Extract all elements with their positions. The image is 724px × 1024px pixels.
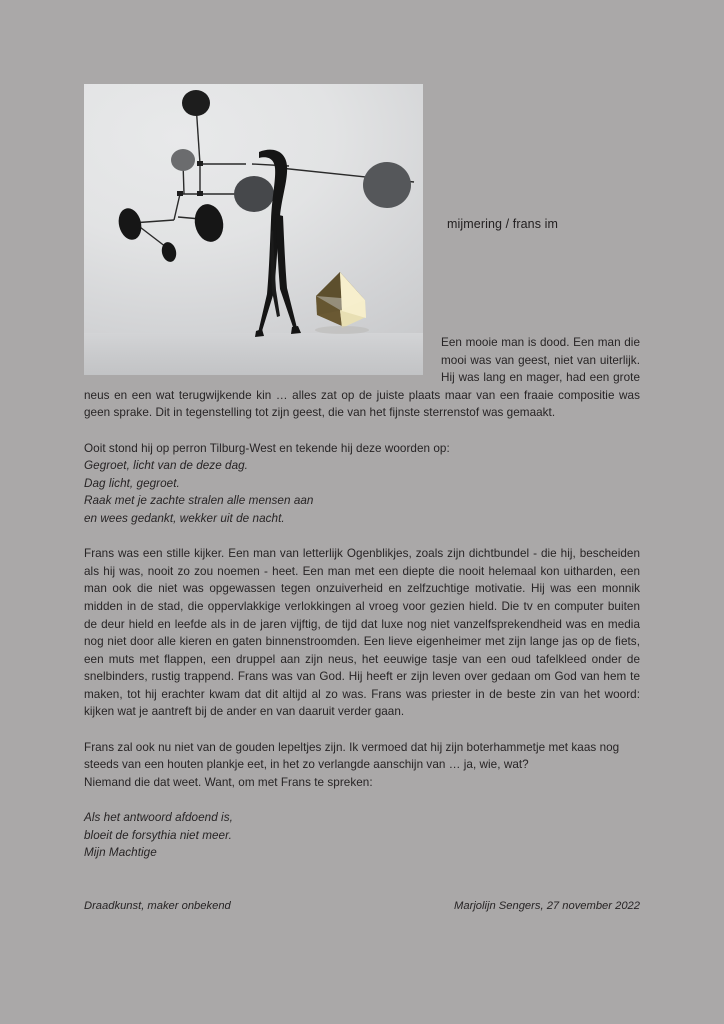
poem-two-line-3: Mijn Machtige	[84, 846, 157, 860]
paragraph-main: Frans was een stille kijker. Een man van letterlijk Ogenblikjes, zoals zijn dichtbundel - die hij, bescheiden als hij was, nooit zo zou noemen - heet. Een man met een diepte die nooit helemaal kon uitharden, een man ook die niet was opgewassen tegen onzuiverheid en zelfzuchtige motivatie. Hij was een monnik midden in de stad, die oppervlakkige verlokkingen al vroeg voor gezien hield. Die tv en computer buiten de deur hield en leefde als in de jaren vijftig, de tijd dat luxe nog niet vanzelfsprekendheid was en media nog niet door alle kieren en gaten binnenstroomden. Een lieve eigenheimer met zijn lange jas op de fiets, een muts met flappen, een druppel aan zijn neus, het eeuwige tasje van een oud tafelkleed onder de snelbinders, rustig trappend. Frans was van God. Hij heeft er zijn leven over gedaan om God van hem te maken, tot hij erachter kwam dat dit altijd al zo was. Frans was priester in de beste zin van het woord: kijken wat je aantreft bij de ander en van daaruit verder gaan.	[84, 547, 640, 719]
paragraph-intro: Een mooie man is dood. Een man die mooi was van geest, niet van uiterlijk. Hij was lang en mager, had een grote neus en een wat terugwijkende kin … alles zat op de juiste plaats maar van een fraaie compositie was geen sprake. Dit in tegenstelling tot zijn geest, die van het fijnste sterrenstof was gemaakt.	[84, 336, 640, 420]
photo-image	[84, 84, 423, 375]
poem-one-line-4: en wees gedankt, wekker uit de nacht.	[84, 511, 285, 525]
poem-two-line-2: bloeit de forsythia niet meer.	[84, 828, 232, 842]
poem-one-line-2: Dag licht, gegroet.	[84, 476, 180, 490]
paragraph-poem-intro: Ooit stond hij op perron Tilburg-West en tekende hij deze woorden op:	[84, 441, 450, 455]
paragraph-closing-line-1: Frans zal ook nu niet van de gouden lepeltjes zijn. Ik vermoed dat hij zijn boterhammetje met kaas nog steeds van een houten plankje eet, in het zo verlangde aanschijn van … ja, wie, wat?	[84, 740, 620, 772]
poem-two-line-1: Als het antwoord afdoend is,	[84, 811, 233, 825]
document-content	[84, 84, 640, 862]
poem-one-line-3: Raak met je zachte stralen alle mensen aan	[84, 494, 314, 508]
paragraph-closing-line-2: Niemand die dat weet. Want, om met Frans te spreken:	[84, 775, 373, 789]
page-title: mijmering / frans im	[447, 217, 559, 231]
footer-credit-left: Draadkunst, maker onbekend	[84, 900, 231, 912]
mobile-sculpture-illustration	[84, 84, 423, 375]
poem-one	[84, 457, 640, 527]
spacer-1	[84, 528, 640, 546]
poem-one-line-1: Gegroet, licht van de deze dag.	[84, 459, 248, 473]
footer	[84, 900, 640, 912]
figure-draadkunst-photo	[84, 84, 423, 375]
poem-two	[84, 809, 640, 862]
footer-credit-right: Marjolijn Sengers, 27 november 2022	[454, 900, 640, 912]
spacer-2	[84, 791, 640, 809]
